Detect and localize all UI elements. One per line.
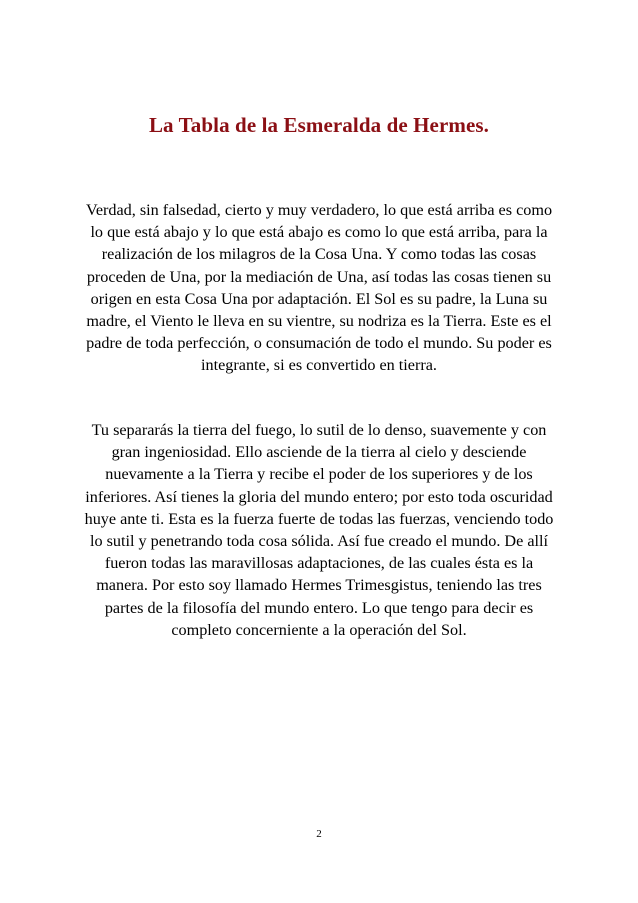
document-title: La Tabla de la Esmeralda de Hermes.: [148, 113, 490, 137]
paragraph-2: Tu separarás la tierra del fuego, lo sutil de lo denso, suavemente y con gran ingeniosidad. Ello asciende de la tierra al cielo y desciende nuevamente a la Tierra y recibe el poder de los superiores y de los inferiores. Así tienes la gloria del mundo entero; por esto toda oscuridad huye ante ti. Esta es la fuerza fuerte de todas las fuerzas, venciendo todo lo sutil y penetrando toda cosa sólida. Así fue creado el mundo. De allí fueron todas las maravillosas adaptaciones, de las cuales ésta es la manera. Por esto soy llamado Hermes Trimesgistus, teniendo las tres partes de la filosofía del mundo entero. Lo que tengo para decir es completo concerniente a la operación del Sol.: [84, 421, 554, 639]
page-number: 2: [316, 828, 322, 840]
paragraph-1: Verdad, sin falsedad, cierto y muy verdadero, lo que está arriba es como lo que está abajo y lo que está abajo es como lo que está arriba, para la realización de los milagros de la Cosa Una. Y como todas las cosas proceden de Una, por la mediación de Una, así todas las cosas tienen su origen en esta Cosa Una por adaptación. El Sol es su padre, la Luna su madre, el Viento le lleva en su vientre, su nodriza es la Tierra. Este es el padre de toda perfección, o consumación de todo el mundo. Su poder es integrante, si es convertido en tierra.: [85, 201, 553, 375]
